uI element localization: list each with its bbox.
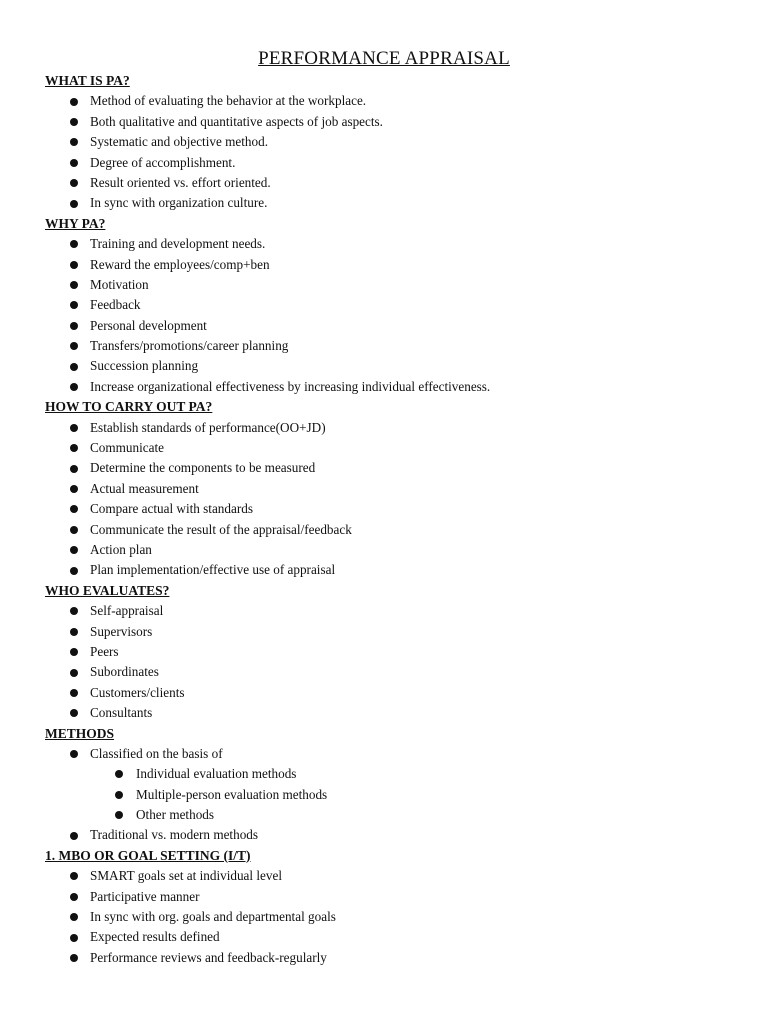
list-item-text: SMART goals set at individual level	[90, 868, 282, 884]
bullet-icon	[115, 811, 123, 819]
list-item	[45, 825, 745, 845]
bullet-icon	[70, 628, 78, 636]
bullet-icon	[70, 363, 78, 371]
bullet-icon	[70, 301, 78, 309]
list-item-text: Action plan	[90, 541, 152, 557]
list-item	[45, 377, 745, 397]
list-item-text: Method of evaluating the behavior at the workplace.	[90, 93, 367, 109]
bullet-icon	[70, 546, 78, 554]
bullet-icon	[70, 465, 78, 473]
list-item-text: Both qualitative and quantitative aspects of job aspects.	[90, 113, 383, 129]
bullet-icon	[70, 893, 78, 901]
list-item-text: In sync with organization culture.	[90, 195, 268, 211]
list-item	[45, 683, 745, 703]
list-item-text: Transfers/promotions/career planning	[90, 338, 289, 354]
list-item	[45, 458, 745, 478]
list-item	[45, 662, 745, 682]
list-item	[45, 520, 745, 540]
list-item-text: Actual measurement	[90, 480, 199, 496]
bullet-list	[45, 601, 745, 723]
bullet-icon	[70, 424, 78, 432]
bullet-icon	[70, 832, 78, 840]
bullet-list	[45, 234, 745, 397]
bullet-list	[45, 744, 745, 846]
list-item	[45, 193, 745, 213]
section-heading: HOW TO CARRY OUT PA?	[45, 399, 213, 415]
list-item-text: Increase organizational effectiveness by increasing individual effectiveness.	[90, 378, 491, 394]
list-item	[45, 642, 745, 662]
list-item-text: Self-appraisal	[90, 603, 164, 619]
list-item-text: Other methods	[136, 807, 215, 823]
page-title: PERFORMANCE APPRAISAL	[258, 48, 510, 69]
list-item	[45, 907, 745, 927]
bullet-icon	[70, 138, 78, 146]
bullet-list	[45, 866, 745, 968]
bullet-icon	[115, 770, 123, 778]
bullet-icon	[70, 913, 78, 921]
bullet-icon	[70, 954, 78, 962]
bullet-list	[45, 91, 745, 213]
bullet-icon	[70, 179, 78, 187]
list-item	[45, 275, 745, 295]
bullet-icon	[70, 383, 78, 391]
list-item	[45, 336, 745, 356]
list-item	[45, 703, 745, 723]
section-heading: 1. MBO OR GOAL SETTING (I/T)	[45, 847, 251, 863]
section-heading: WHAT IS PA?	[45, 73, 130, 88]
section-heading: WHY PA?	[45, 215, 106, 231]
list-item-text: Motivation	[90, 276, 149, 292]
bullet-icon	[70, 689, 78, 697]
bullet-icon	[70, 159, 78, 167]
bullet-icon	[70, 485, 78, 493]
bullet-icon	[70, 567, 78, 575]
list-item-text: Consultants	[90, 705, 153, 721]
list-item	[45, 927, 745, 947]
list-item-text: Multiple-person evaluation methods	[136, 786, 328, 802]
bullet-icon	[70, 444, 78, 452]
sub-list-item	[45, 785, 745, 805]
list-item-text: In sync with org. goals and departmental goals	[90, 909, 336, 925]
list-item-text: Peers	[90, 643, 119, 659]
list-item	[45, 91, 745, 111]
list-item-text: Classified on the basis of	[90, 745, 223, 761]
bullet-icon	[70, 505, 78, 513]
bullet-icon	[70, 872, 78, 880]
bullet-icon	[70, 934, 78, 942]
bullet-icon	[70, 322, 78, 330]
section-heading: METHODS	[45, 725, 115, 741]
list-item-text: Customers/clients	[90, 684, 185, 700]
list-item-text: Subordinates	[90, 664, 159, 680]
list-item-text: Reward the employees/comp+ben	[90, 256, 270, 272]
bullet-icon	[70, 118, 78, 126]
list-item	[45, 866, 745, 886]
sub-list-item	[45, 764, 745, 784]
list-item	[45, 418, 745, 438]
list-item-text: Communicate	[90, 440, 164, 456]
list-item	[45, 601, 745, 621]
bullet-icon	[70, 669, 78, 677]
bullet-icon	[70, 342, 78, 350]
list-item	[45, 356, 745, 376]
list-item-text: Participative manner	[90, 888, 200, 904]
list-item	[45, 622, 745, 642]
bullet-icon	[70, 281, 78, 289]
bullet-icon	[70, 261, 78, 269]
sub-list-item	[45, 805, 745, 825]
list-item	[45, 234, 745, 254]
list-item	[45, 744, 745, 764]
bullet-icon	[115, 791, 123, 799]
bullet-icon	[70, 750, 78, 758]
bullet-icon	[70, 607, 78, 615]
list-item-text: Communicate the result of the appraisal/feedback	[90, 521, 352, 537]
list-item-text: Expected results defined	[90, 929, 220, 945]
list-item	[45, 132, 745, 152]
list-item	[45, 173, 745, 193]
bullet-list	[45, 418, 745, 581]
bullet-icon	[70, 526, 78, 534]
list-item-text: Performance reviews and feedback-regularly	[90, 949, 327, 965]
list-item-text: Result oriented vs. effort oriented.	[90, 174, 271, 190]
list-item	[45, 560, 745, 580]
list-item-text: Degree of accomplishment.	[90, 154, 236, 170]
list-item-text: Succession planning	[90, 358, 199, 374]
list-item-text: Establish standards of performance(OO+JD)	[90, 419, 326, 435]
list-item	[45, 438, 745, 458]
list-item-text: Personal development	[90, 317, 207, 333]
list-item-text: Training and development needs.	[90, 236, 266, 252]
list-item-text: Systematic and objective method.	[90, 134, 268, 150]
list-item-text: Traditional vs. modern methods	[90, 827, 259, 843]
list-item	[45, 112, 745, 132]
bullet-icon	[70, 709, 78, 717]
list-item-text: Determine the components to be measured	[90, 460, 316, 476]
list-item	[45, 153, 745, 173]
list-item	[45, 499, 745, 519]
list-item	[45, 295, 745, 315]
list-item	[45, 316, 745, 336]
list-item	[45, 479, 745, 499]
list-item-text: Plan implementation/effective use of appraisal	[90, 562, 336, 578]
bullet-icon	[70, 98, 78, 106]
list-item-text: Supervisors	[90, 623, 153, 639]
list-item	[45, 887, 745, 907]
document-body	[45, 71, 745, 968]
list-item-text: Compare actual with standards	[90, 501, 253, 517]
bullet-icon	[70, 648, 78, 656]
list-item-text: Individual evaluation methods	[136, 766, 297, 782]
list-item	[45, 540, 745, 560]
bullet-icon	[70, 240, 78, 248]
list-item	[45, 948, 745, 968]
list-item-text: Feedback	[90, 297, 141, 313]
bullet-icon	[70, 200, 78, 208]
section-heading: WHO EVALUATES?	[45, 582, 170, 598]
list-item	[45, 255, 745, 275]
